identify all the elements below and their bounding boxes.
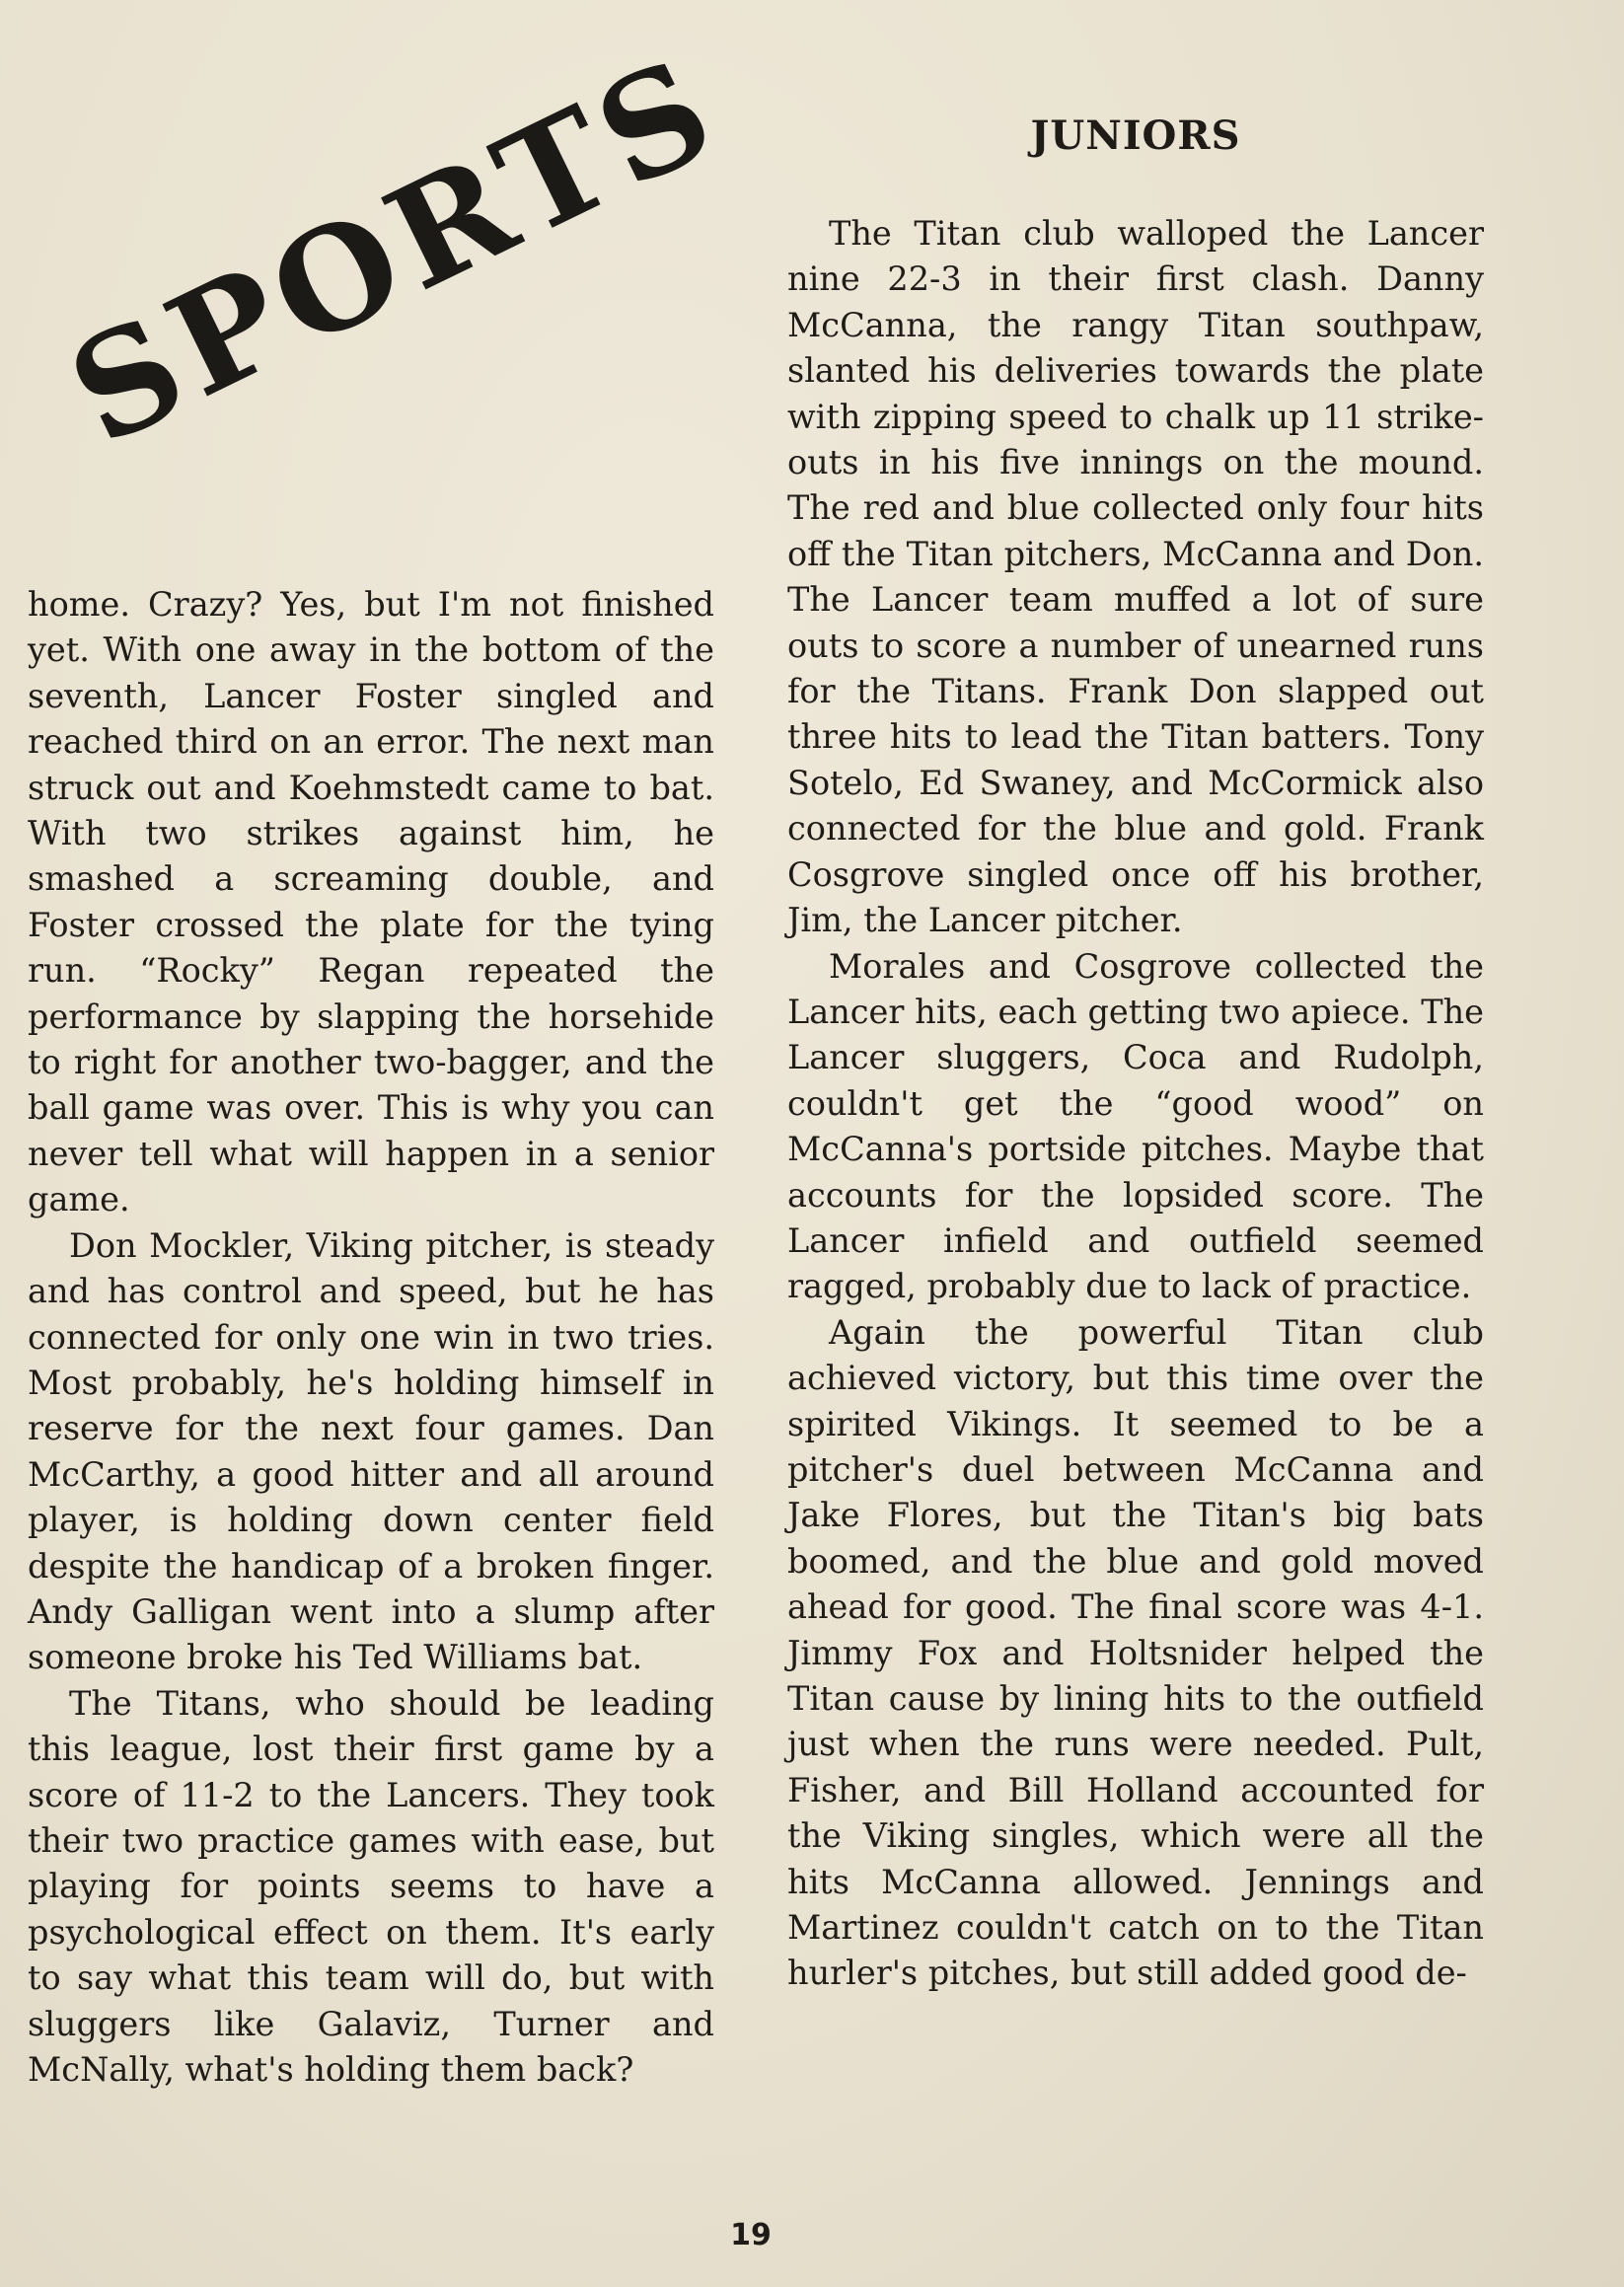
left-paragraph-3: The Titans, who should be leading this league, lost their first game by a score of 11-2 to the Lancers. They took their two practice games with ease, but playing for points seems to have a psychological effect on them. It's early to say what this team will do, but with sluggers like Galaviz, Turner and McNally, what's holding them back? — [28, 1683, 714, 2089]
right-paragraph-1: The Titan club walloped the Lancer nine 22-3 in their first clash. Danny McCanna, the rangy Titan southpaw, slanted his deliveries towards the plate with zipping speed to chalk up 11 strike-outs in his five innings on the mound. The red and blue collected only four hits off the Titan pitchers, McCanna and Don. The Lancer team muffed a lot of sure outs to score a number of unearned runs for the Titans. Frank Don slapped out three hits to lead the Titan batters. Tony Sotelo, Ed Swaney, and McCormick also connected for the blue and gold. Frank Cosgrove singled once off his brother, Jim, the Lancer pitcher. — [787, 214, 1484, 940]
page-number: 19 — [730, 2218, 772, 2252]
sports-title: SPORTS — [45, 25, 743, 478]
right-paragraph-2: Morales and Cosgrove collected the Lancer hits, each getting two apiece. The Lancer sluggers, Coca and Rudolph, couldn't get the “good wood” on McCanna's portside pitches. Maybe that accounts for the lopsided score. The Lancer infield and outfield seemed ragged, probably due to lack of practice. — [787, 946, 1484, 1306]
right-paragraph-3: Again the powerful Titan club achieved victory, but this time over the spirited Vikings. It seemed to be a pitcher's duel between McCanna and Jake Flores, but the Titan's big bats boomed, and the blue and gold moved ahead for good. The final score was 4-1. Jimmy Fox and Holtsnider helped the Titan cause by lining hits to the outfield just when the runs were needed. Pult, Fisher, and Bill Holland accounted for the Viking singles, which were all the hits McCanna allowed. Jennings and Martinez couldn't catch on to the Titan hurler's pitches, but still added good de- — [787, 1312, 1484, 1993]
left-column — [28, 582, 714, 2093]
left-paragraph-2: Don Mockler, Viking pitcher, is steady and has control and speed, but he has connected for only one win in two tries. Most probably, he's holding himself in reserve for the next four games. Dan McCarthy, a good hitter and all around player, is holding down center field despite the handicap of a broken finger. Andy Galligan went into a slump after someone broke his Ted Williams bat. — [28, 1225, 714, 1677]
juniors-heading: JUNIORS — [1030, 112, 1241, 159]
left-paragraph-1: home. Crazy? Yes, but I'm not finished yet. With one away in the bottom of the seventh, Lancer Foster singled and reached third on an error. The next man struck out and Koehmstedt came to bat. With two strikes against him, he smashed a screaming double, and Foster crossed the plate for the tying run. “Rocky” Regan repeated the performance by slapping the horsehide to right for another two-bagger, and the ball game was over. This is why you can never tell what will happen in a senior game. — [28, 585, 714, 1219]
right-column — [787, 211, 1484, 1997]
